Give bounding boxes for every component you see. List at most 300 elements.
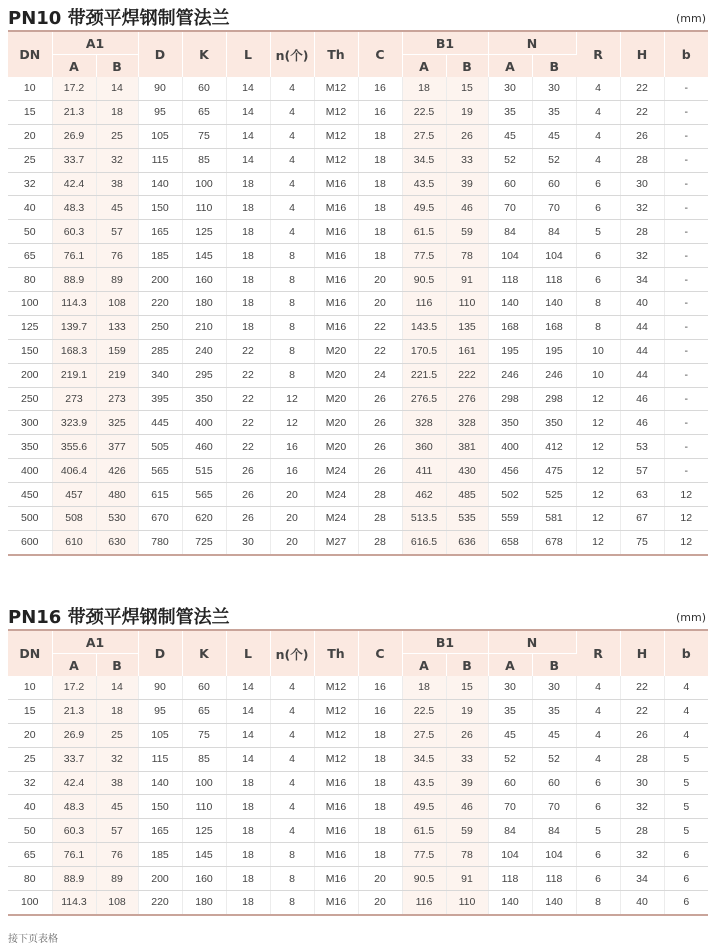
table-cell: 170.5: [402, 339, 446, 363]
table-cell: 725: [182, 530, 226, 554]
header-n-a: A: [488, 654, 532, 677]
table-cell: 14: [226, 100, 270, 124]
table-cell: 20: [358, 292, 402, 316]
table-cell: 250: [138, 315, 182, 339]
table-cell: 12: [576, 387, 620, 411]
table-cell: -: [664, 77, 708, 100]
table-cell: 88.9: [52, 268, 96, 292]
table-cell: 22: [226, 435, 270, 459]
table-cell: 30: [488, 676, 532, 699]
table-row: [8, 795, 708, 819]
table-cell: 45: [488, 723, 532, 747]
table-row: [8, 77, 708, 100]
table-cell: 44: [620, 315, 664, 339]
table-cell: 4: [664, 699, 708, 723]
table-cell: 105: [138, 124, 182, 148]
table-cell: 12: [576, 530, 620, 554]
table-cell: 780: [138, 530, 182, 554]
table-cell: 4: [576, 100, 620, 124]
table-cell: 5: [664, 795, 708, 819]
table-cell: M24: [314, 507, 358, 531]
header-d: D: [138, 630, 182, 676]
table-cell: M12: [314, 124, 358, 148]
table-cell: -: [664, 459, 708, 483]
table-cell: 21.3: [52, 699, 96, 723]
table-cell: M24: [314, 483, 358, 507]
table-cell: 400: [182, 411, 226, 435]
table-cell: 84: [488, 220, 532, 244]
table-cell: 91: [446, 867, 488, 891]
table-cell: 480: [96, 483, 138, 507]
table-cell: -: [664, 339, 708, 363]
table-cell: 22: [226, 363, 270, 387]
table-row: [8, 339, 708, 363]
table-cell: 34.5: [402, 148, 446, 172]
table-cell: 89: [96, 268, 138, 292]
table-cell: 18: [226, 315, 270, 339]
table-row: [8, 220, 708, 244]
table-cell: 19: [446, 699, 488, 723]
table-cell: 10: [8, 676, 52, 699]
header-a1-b: B: [96, 55, 138, 78]
table-cell: 246: [488, 363, 532, 387]
table-cell: 18: [402, 77, 446, 100]
table-cell: 180: [182, 292, 226, 316]
table-cell: 222: [446, 363, 488, 387]
table-cell: 100: [182, 771, 226, 795]
table-cell: 412: [532, 435, 576, 459]
table-cell: 100: [8, 891, 52, 915]
table-row: [8, 363, 708, 387]
table-cell: 110: [446, 292, 488, 316]
table-cell: 219.1: [52, 363, 96, 387]
table-cell: -: [664, 435, 708, 459]
table-cell: 110: [446, 891, 488, 915]
table-cell: 22: [620, 676, 664, 699]
table-cell: 381: [446, 435, 488, 459]
table-cell: 6: [576, 867, 620, 891]
table-cell: 6: [576, 771, 620, 795]
table-cell: M12: [314, 100, 358, 124]
table-cell: 76: [96, 244, 138, 268]
table-cell: 18: [358, 771, 402, 795]
table-cell: 581: [532, 507, 576, 531]
table-cell: M20: [314, 411, 358, 435]
table-cell: 46: [446, 795, 488, 819]
table-cell: 14: [226, 77, 270, 100]
pn16-unit: (mm): [675, 611, 706, 624]
table-row: [8, 891, 708, 915]
table-cell: M12: [314, 148, 358, 172]
table-cell: 28: [620, 819, 664, 843]
table-cell: 27.5: [402, 723, 446, 747]
table-cell: 12: [664, 530, 708, 554]
table-cell: 168: [488, 315, 532, 339]
table-cell: 8: [576, 315, 620, 339]
table-cell: 565: [138, 459, 182, 483]
table-cell: 658: [488, 530, 532, 554]
table-cell: 108: [96, 292, 138, 316]
table-cell: M16: [314, 220, 358, 244]
table-cell: 4: [576, 77, 620, 100]
table-cell: 4: [664, 676, 708, 699]
pn16-table: [8, 629, 708, 916]
table-cell: 500: [8, 507, 52, 531]
table-cell: 4: [270, 723, 314, 747]
table-cell: 60.3: [52, 819, 96, 843]
table-cell: 140: [532, 292, 576, 316]
table-cell: 52: [532, 148, 576, 172]
table-cell: 636: [446, 530, 488, 554]
table-cell: -: [664, 387, 708, 411]
table-cell: 15: [8, 100, 52, 124]
table-cell: 65: [182, 699, 226, 723]
table-cell: 6: [664, 843, 708, 867]
table-cell: 14: [226, 148, 270, 172]
table-row: [8, 172, 708, 196]
table-cell: 140: [138, 771, 182, 795]
table-cell: 4: [576, 747, 620, 771]
table-cell: 508: [52, 507, 96, 531]
table-cell: 32: [96, 148, 138, 172]
table-cell: 4: [270, 747, 314, 771]
table-cell: 195: [488, 339, 532, 363]
table-cell: 26: [358, 411, 402, 435]
table-cell: 14: [226, 747, 270, 771]
table-cell: 377: [96, 435, 138, 459]
table-cell: 6: [576, 244, 620, 268]
table-cell: 20: [358, 268, 402, 292]
table-cell: M12: [314, 747, 358, 771]
table-row: [8, 723, 708, 747]
table-cell: 220: [138, 292, 182, 316]
table-cell: 125: [182, 819, 226, 843]
table-cell: 50: [8, 819, 52, 843]
table-cell: M12: [314, 77, 358, 100]
table-row: [8, 483, 708, 507]
pn10-section: [8, 4, 708, 556]
table-cell: 33.7: [52, 148, 96, 172]
table-cell: 26: [446, 124, 488, 148]
table-cell: 6: [576, 795, 620, 819]
table-cell: 12: [664, 483, 708, 507]
table-cell: 165: [138, 220, 182, 244]
table-cell: 615: [138, 483, 182, 507]
table-cell: 75: [182, 124, 226, 148]
table-cell: 8: [270, 339, 314, 363]
table-cell: 26: [226, 483, 270, 507]
table-cell: 95: [138, 100, 182, 124]
table-cell: 485: [446, 483, 488, 507]
table-cell: 100: [8, 292, 52, 316]
table-cell: 118: [532, 867, 576, 891]
table-cell: 35: [532, 100, 576, 124]
table-cell: 90: [138, 676, 182, 699]
header-n-count: n(个): [270, 31, 314, 77]
table-cell: M20: [314, 363, 358, 387]
table-cell: 114.3: [52, 292, 96, 316]
table-cell: 18: [358, 124, 402, 148]
table-cell: 20: [358, 867, 402, 891]
table-cell: 35: [488, 100, 532, 124]
table-cell: 39: [446, 771, 488, 795]
table-cell: 65: [8, 843, 52, 867]
header-n-b: B: [532, 654, 576, 677]
table-cell: 328: [446, 411, 488, 435]
table-cell: 115: [138, 747, 182, 771]
table-cell: 221.5: [402, 363, 446, 387]
table-cell: 8: [270, 292, 314, 316]
header-b: b: [664, 630, 708, 676]
header-b1: B1: [402, 31, 488, 55]
table-cell: 39: [446, 172, 488, 196]
header-dn: DN: [8, 630, 52, 676]
table-cell: 168: [532, 315, 576, 339]
table-cell: 30: [620, 172, 664, 196]
table-cell: 150: [138, 196, 182, 220]
table-cell: -: [664, 220, 708, 244]
table-cell: 18: [226, 196, 270, 220]
table-cell: 10: [576, 339, 620, 363]
pn16-title-row: [8, 603, 708, 629]
table-cell: 430: [446, 459, 488, 483]
table-cell: 18: [226, 891, 270, 915]
table-cell: 90.5: [402, 867, 446, 891]
table-cell: -: [664, 196, 708, 220]
table-cell: 15: [446, 676, 488, 699]
header-c: C: [358, 31, 402, 77]
table-cell: 462: [402, 483, 446, 507]
table-cell: 4: [576, 699, 620, 723]
table-cell: 32: [620, 244, 664, 268]
table-cell: 135: [446, 315, 488, 339]
table-cell: 195: [532, 339, 576, 363]
header-dn: DN: [8, 31, 52, 77]
table-cell: 105: [138, 723, 182, 747]
pn16-section: [8, 603, 708, 916]
table-cell: 22: [358, 339, 402, 363]
table-cell: 26.9: [52, 124, 96, 148]
table-cell: 350: [182, 387, 226, 411]
table-cell: 18: [226, 220, 270, 244]
table-cell: M16: [314, 292, 358, 316]
table-cell: 116: [402, 891, 446, 915]
table-cell: 32: [8, 172, 52, 196]
table-cell: 133: [96, 315, 138, 339]
table-cell: 18: [226, 795, 270, 819]
table-cell: M16: [314, 315, 358, 339]
table-cell: 18: [358, 148, 402, 172]
table-cell: -: [664, 292, 708, 316]
table-cell: 6: [576, 172, 620, 196]
table-cell: M16: [314, 196, 358, 220]
table-cell: 32: [620, 843, 664, 867]
table-cell: 38: [96, 771, 138, 795]
header-r: R: [576, 630, 620, 676]
header-n-count: n(个): [270, 630, 314, 676]
table-cell: 5: [576, 819, 620, 843]
table-cell: 90.5: [402, 268, 446, 292]
table-row: [8, 699, 708, 723]
table-cell: 30: [620, 771, 664, 795]
table-cell: M12: [314, 699, 358, 723]
table-cell: 26: [620, 723, 664, 747]
table-cell: 76.1: [52, 843, 96, 867]
header-b: b: [664, 31, 708, 77]
table-cell: 12: [270, 387, 314, 411]
table-cell: 80: [8, 867, 52, 891]
table-cell: 250: [8, 387, 52, 411]
table-cell: 8: [270, 843, 314, 867]
table-cell: 20: [270, 507, 314, 531]
table-cell: 355.6: [52, 435, 96, 459]
table-cell: 15: [446, 77, 488, 100]
table-cell: 60: [532, 771, 576, 795]
table-cell: 40: [8, 196, 52, 220]
table-cell: 49.5: [402, 795, 446, 819]
table-cell: 165: [138, 819, 182, 843]
table-cell: 60.3: [52, 220, 96, 244]
table-cell: 18: [358, 220, 402, 244]
table-cell: 565: [182, 483, 226, 507]
header-b1: B1: [402, 630, 488, 654]
table-cell: 20: [8, 723, 52, 747]
table-cell: 411: [402, 459, 446, 483]
table-cell: 502: [488, 483, 532, 507]
table-cell: 219: [96, 363, 138, 387]
table-cell: 610: [52, 530, 96, 554]
table-cell: 12: [576, 507, 620, 531]
table-cell: 16: [270, 459, 314, 483]
pn10-unit: (mm): [675, 12, 706, 25]
table-cell: 18: [226, 867, 270, 891]
table-cell: 8: [270, 867, 314, 891]
table-row: [8, 315, 708, 339]
table-cell: 200: [138, 867, 182, 891]
table-cell: 91: [446, 268, 488, 292]
table-cell: 116: [402, 292, 446, 316]
table-cell: 4: [270, 172, 314, 196]
table-cell: 75: [182, 723, 226, 747]
table-cell: 22: [226, 411, 270, 435]
table-cell: 15: [8, 699, 52, 723]
table-cell: 30: [532, 77, 576, 100]
table-cell: 4: [664, 723, 708, 747]
header-b1-a: A: [402, 55, 446, 78]
table-cell: 600: [8, 530, 52, 554]
table-cell: 32: [620, 196, 664, 220]
table-cell: 49.5: [402, 196, 446, 220]
table-cell: 246: [532, 363, 576, 387]
table-cell: M20: [314, 387, 358, 411]
header-c: C: [358, 630, 402, 676]
table-cell: 12: [664, 507, 708, 531]
table-cell: 59: [446, 220, 488, 244]
table-cell: 8: [270, 268, 314, 292]
table-cell: 63: [620, 483, 664, 507]
table-cell: 5: [576, 220, 620, 244]
table-cell: 145: [182, 244, 226, 268]
table-row: [8, 292, 708, 316]
table-cell: 140: [488, 891, 532, 915]
table-cell: 18: [358, 172, 402, 196]
table-cell: 513.5: [402, 507, 446, 531]
table-cell: -: [664, 100, 708, 124]
table-cell: 530: [96, 507, 138, 531]
header-h: H: [620, 630, 664, 676]
table-cell: 104: [488, 244, 532, 268]
table-cell: 60: [488, 172, 532, 196]
table-cell: 159: [96, 339, 138, 363]
table-row: [8, 268, 708, 292]
table-cell: 22: [226, 387, 270, 411]
table-cell: 350: [488, 411, 532, 435]
table-cell: 10: [8, 77, 52, 100]
table-cell: 22: [620, 699, 664, 723]
header-a1-a: A: [52, 654, 96, 677]
table-row: [8, 843, 708, 867]
table-cell: 400: [488, 435, 532, 459]
header-a1-a: A: [52, 55, 96, 78]
table-cell: 34: [620, 867, 664, 891]
table-cell: M16: [314, 244, 358, 268]
table-cell: 678: [532, 530, 576, 554]
header-l: L: [226, 31, 270, 77]
table-cell: 24: [358, 363, 402, 387]
table-cell: 140: [488, 292, 532, 316]
table-cell: 406.4: [52, 459, 96, 483]
table-cell: 5: [664, 747, 708, 771]
table-cell: 18: [358, 747, 402, 771]
table-row: [8, 459, 708, 483]
table-cell: 125: [8, 315, 52, 339]
table-cell: 160: [182, 867, 226, 891]
table-cell: 457: [52, 483, 96, 507]
table-cell: -: [664, 124, 708, 148]
table-cell: 76.1: [52, 244, 96, 268]
table-cell: 26: [620, 124, 664, 148]
header-a1: A1: [52, 31, 138, 55]
table-cell: 33: [446, 747, 488, 771]
header-r: R: [576, 31, 620, 77]
table-cell: 45: [488, 124, 532, 148]
table-cell: 80: [8, 268, 52, 292]
table-cell: 26: [358, 435, 402, 459]
table-cell: 8: [270, 891, 314, 915]
table-cell: 48.3: [52, 795, 96, 819]
table-cell: 53: [620, 435, 664, 459]
header-a1-b: B: [96, 654, 138, 677]
table-cell: 59: [446, 819, 488, 843]
table-cell: 18: [358, 819, 402, 843]
table-cell: 6: [664, 867, 708, 891]
table-cell: 60: [182, 676, 226, 699]
table-cell: 42.4: [52, 172, 96, 196]
table-cell: 104: [532, 244, 576, 268]
table-cell: 6: [576, 268, 620, 292]
table-cell: 18: [358, 196, 402, 220]
table-row: [8, 387, 708, 411]
table-cell: 12: [576, 483, 620, 507]
table-cell: 150: [8, 339, 52, 363]
table-row: [8, 244, 708, 268]
table-cell: 18: [226, 292, 270, 316]
table-cell: M20: [314, 339, 358, 363]
table-cell: 65: [182, 100, 226, 124]
table-cell: 12: [576, 411, 620, 435]
table-cell: 100: [182, 172, 226, 196]
header-h: H: [620, 31, 664, 77]
